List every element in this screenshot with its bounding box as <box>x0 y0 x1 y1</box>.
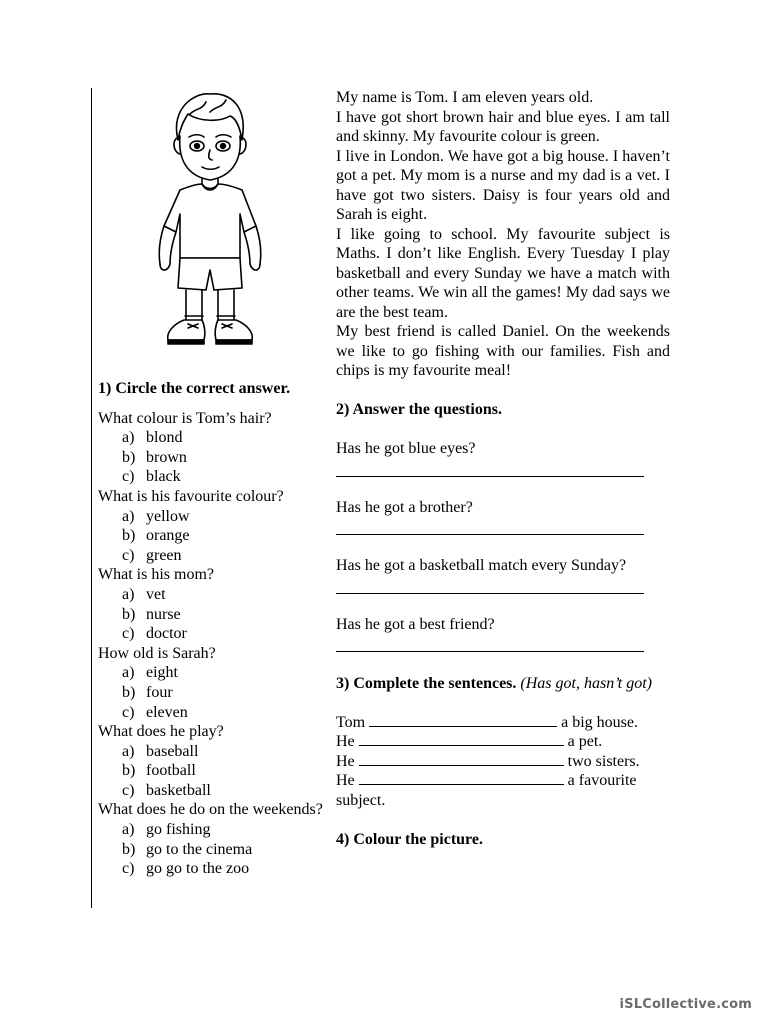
question-text: Has he got a best friend? <box>336 615 495 633</box>
sentence-blank[interactable] <box>369 713 557 727</box>
answer-option[interactable]: c) go go to the zoo <box>122 860 250 878</box>
answer-option[interactable]: c) eleven <box>122 703 188 721</box>
answer-option[interactable]: b) go to the cinema <box>122 840 253 858</box>
answer-option[interactable]: c) black <box>122 468 181 486</box>
question-text: What does he play? <box>98 723 224 741</box>
answer-option[interactable]: a) go fishing <box>122 821 211 839</box>
story-text <box>336 88 670 381</box>
answer-option[interactable]: a) baseball <box>122 742 199 760</box>
sentence-subject: He <box>336 772 355 789</box>
sentence-rest: two sisters. <box>567 752 640 770</box>
question-text: What colour is Tom’s hair? <box>98 409 272 427</box>
sentence-subject: Tom <box>336 713 366 731</box>
answer-option[interactable]: c) green <box>122 546 182 564</box>
question-block <box>98 487 330 565</box>
sentence-row <box>336 771 670 791</box>
story-paragraph: I like going to school. My favourite subject is Maths. I don’t like English. Every Tuesday I play basketball and every Sunday we have a match with other teams. We win all the games! My dad says we are the best team. <box>336 225 670 321</box>
left-column <box>98 379 330 879</box>
answer-option[interactable]: b) football <box>122 762 196 780</box>
question-text: What does he do on the weekends? <box>98 801 323 819</box>
sentence-blank[interactable] <box>359 771 564 785</box>
answer-line[interactable] <box>336 523 644 535</box>
question-text: Has he got blue eyes? <box>336 440 476 457</box>
question-text: Has he got a basketball match every Sunday? <box>336 557 627 574</box>
question-block <box>98 800 330 878</box>
answer-option[interactable]: b) brown <box>122 448 187 466</box>
story-paragraph: My best friend is called Daniel. On the weekends we like to go fishing with our families. Fish and chips is my favourite meal! <box>336 323 670 379</box>
sentence-row <box>336 732 670 752</box>
right-column <box>336 88 670 850</box>
section-hint: (Has got, hasn’t got) <box>520 675 652 692</box>
sentence-rest: a pet. <box>567 733 603 750</box>
answer-option[interactable]: c) basketball <box>122 781 211 799</box>
answer-option[interactable]: c) doctor <box>122 625 187 643</box>
sentence-blank[interactable] <box>359 732 564 746</box>
story-paragraph: My name is Tom. I am eleven years old. <box>336 89 594 106</box>
question-text: What is his mom? <box>98 566 214 584</box>
site-watermark: iSLCollective.com <box>619 997 752 1012</box>
sentence-row <box>336 752 670 772</box>
question-block <box>98 409 330 487</box>
section-complete-sentences <box>336 674 670 810</box>
question-text: Has he got a brother? <box>336 498 473 516</box>
sentence-rest: a favourite <box>567 772 637 789</box>
section-heading-text: 3) Complete the sentences. <box>336 675 517 692</box>
answer-option[interactable]: b) nurse <box>122 605 181 623</box>
sentence-blank[interactable] <box>359 752 564 766</box>
answer-line[interactable] <box>336 640 644 652</box>
section-heading <box>336 674 670 694</box>
sentence-rest: a big house. <box>561 713 638 731</box>
answer-line[interactable] <box>336 465 644 477</box>
section-heading: 2) Answer the questions. <box>336 400 502 418</box>
story-paragraph: I have got short brown hair and blue eyes. I am tall and skinny. My favourite colour is green. <box>336 108 670 145</box>
question-text: What is his favourite colour? <box>98 487 284 505</box>
section-heading: 1) Circle the correct answer. <box>98 380 291 397</box>
answer-option[interactable]: b) four <box>122 683 173 701</box>
sentence-continuation: subject. <box>336 791 386 809</box>
section-colour-picture <box>336 830 670 850</box>
answer-option[interactable]: a) eight <box>122 664 178 682</box>
margin-line <box>91 88 92 908</box>
question-text: How old is Sarah? <box>98 644 216 662</box>
section-heading: 4) Colour the picture. <box>336 831 483 848</box>
answer-line[interactable] <box>336 582 644 594</box>
question-block <box>98 644 330 722</box>
sentence-subject: He <box>336 752 355 770</box>
answer-option[interactable]: a) yellow <box>122 507 190 525</box>
answer-option[interactable]: b) orange <box>122 527 190 545</box>
boy-illustration <box>150 88 265 353</box>
sentence-row <box>336 713 670 733</box>
section-answer-questions <box>336 400 670 653</box>
story-paragraph: I live in London. We have got a big house. I haven’t got a pet. My mom is a nurse and my dad is a vet. I have got two sisters. Daisy is four years old and Sarah is eight. <box>336 147 670 223</box>
answer-option[interactable]: a) vet <box>122 585 166 603</box>
answer-option[interactable]: a) blond <box>122 429 183 447</box>
question-block <box>98 565 330 643</box>
sentence-subject: He <box>336 733 355 750</box>
question-block <box>98 722 330 800</box>
